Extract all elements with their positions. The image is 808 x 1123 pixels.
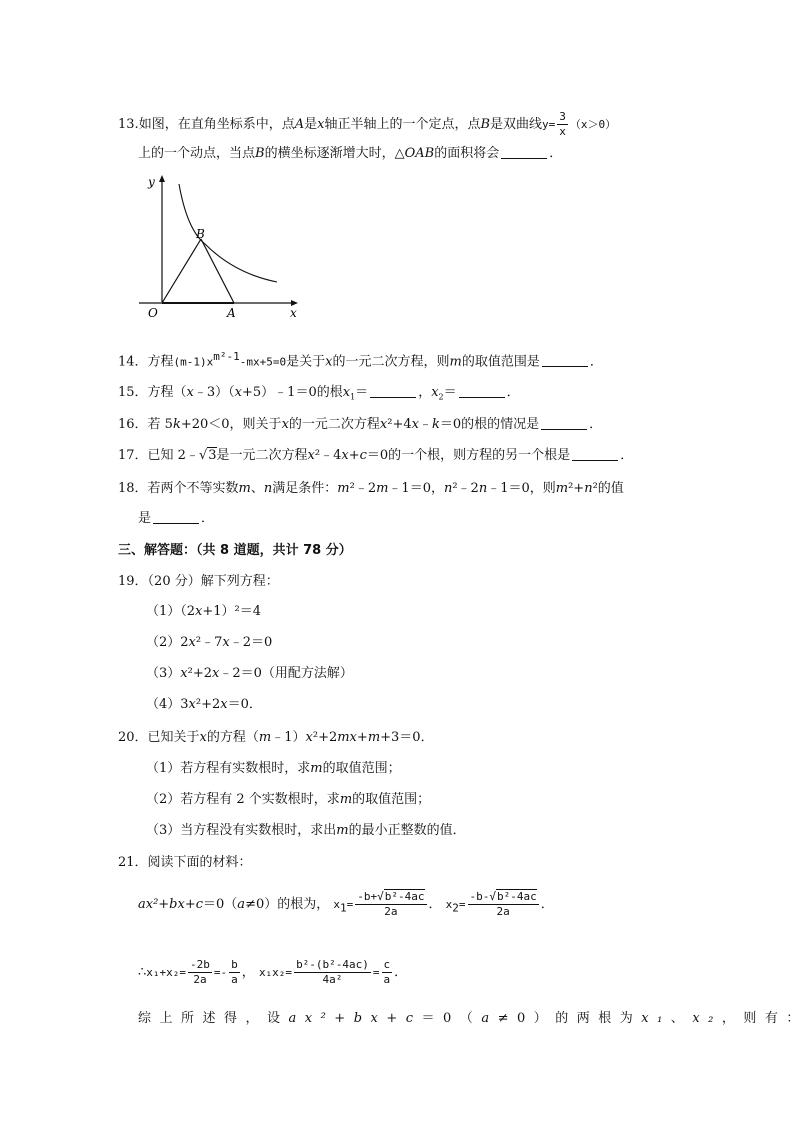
q20-part3 (146, 822, 466, 840)
q19-part3 (146, 665, 353, 683)
segment-ba (201, 239, 234, 303)
var-c: c (359, 448, 367, 463)
var-x: x (341, 448, 349, 463)
q13-text: 是 (304, 117, 318, 132)
prod-den: 4a² (322, 973, 343, 986)
q18-text: 是 (138, 511, 152, 526)
q13-text: 上的一个动点，当点 (138, 146, 256, 161)
var-x: x (379, 417, 388, 432)
period: ． (589, 354, 603, 370)
answer-blank-x2 (459, 385, 505, 398)
point-b: B (255, 146, 265, 161)
q18-text: ﹣1＝0， (388, 481, 444, 496)
q21-text: ≠0）的根为， (245, 897, 330, 912)
q16-number: 16．若 5 (118, 417, 173, 432)
frac-den: x (559, 125, 566, 138)
q14-number: 14．方程 (118, 354, 174, 370)
origin-label: O (148, 306, 158, 320)
q21-vieta-line (138, 958, 407, 987)
q19-text: ﹣2＝0 (229, 635, 273, 650)
q20-text: +3＝0． (380, 730, 434, 745)
q20-text: 的方程（ (206, 730, 259, 745)
separator: 、 (670, 1011, 693, 1026)
q15-text: ﹣3）（ (193, 385, 235, 400)
var-x: x (234, 385, 243, 400)
q17-text: ＝0的一个根，则方程的另一个根是 (366, 448, 571, 463)
answer-blank (572, 448, 618, 461)
sub-1: 1 (350, 392, 356, 402)
q21-summary (138, 1010, 808, 1028)
condition: （x＞0） (569, 118, 617, 131)
hyperbola-graph (135, 172, 305, 320)
q18-line2 (138, 510, 214, 528)
q20-text: 20．已知关于 (118, 730, 200, 745)
var-x: x (305, 730, 313, 745)
fraction-3-over-x (557, 110, 568, 139)
q17-text: 是一元二次方程 (216, 448, 308, 463)
q21-text: ＝0（ (203, 897, 238, 912)
sum-frac (188, 958, 212, 987)
var-m: m (310, 761, 323, 776)
prod-frac (294, 958, 371, 987)
q19-text: ＝0． (227, 697, 262, 712)
var-a: a (481, 1011, 498, 1026)
x-label: x (290, 306, 297, 320)
var-m: m (376, 481, 389, 496)
point-a: A (294, 117, 305, 132)
sum-num2: b (231, 958, 238, 971)
answer-blank (501, 146, 547, 159)
var-x: x (411, 417, 419, 432)
q13-text: 轴正半轴上的一个定点，点 (324, 117, 481, 132)
q21-text: ，则有： (721, 1011, 808, 1026)
q19-text: +1）²＝4 (202, 604, 262, 619)
q20-text: ²+2 (312, 730, 338, 745)
var-x: x (307, 448, 315, 463)
var-x2: x (431, 385, 439, 400)
x1-denominator: 2a (384, 905, 398, 918)
var-mx: mx (337, 730, 357, 745)
q14-text: 是关于 (286, 354, 326, 370)
period: ． (540, 897, 554, 912)
q13-line2 (138, 145, 562, 163)
var-m: m (238, 481, 251, 496)
q18-text: ²﹣2 (452, 481, 479, 496)
x2-numerator: -b-√b²-4ac (469, 890, 537, 903)
equals: = (458, 898, 466, 911)
q21-text: ≠0）的两根为 (497, 1011, 642, 1026)
q20-text: 的取值范围； (352, 792, 431, 807)
q13-text: 是双曲线 (490, 117, 543, 132)
discriminant: b²-4ac (497, 890, 537, 903)
period: ． (428, 897, 442, 912)
q13-line1 (118, 110, 616, 139)
equals: ＝ (443, 385, 457, 400)
var-x: x (188, 697, 196, 712)
x2-formula (468, 890, 539, 919)
q19-part4 (146, 696, 262, 714)
period: ． (394, 965, 408, 980)
segment-ob (162, 239, 201, 303)
x1-num-text: -b+ (357, 890, 378, 903)
sum-den2: a (231, 973, 238, 986)
q20-text: ﹣1） (271, 730, 306, 745)
q17-number: 17．已知 2﹣ (118, 448, 199, 463)
var-m: m (258, 730, 272, 745)
q14-expr: (m-1)x (173, 355, 214, 369)
q16-text: ＝0的根的情况是 (439, 417, 540, 432)
q18-number: 18．若两个不等实数 (118, 481, 239, 496)
x2-denominator: 2a (496, 905, 510, 918)
var-n: n (478, 481, 488, 496)
q18-text: ²的值 (592, 481, 624, 496)
q20-text: 的取值范围； (322, 761, 401, 776)
x1-formula (355, 890, 426, 919)
x2-label: x (445, 898, 453, 911)
period: ． (506, 385, 520, 400)
separator: 、 (250, 481, 264, 496)
q19-text: （1）（2 (146, 604, 196, 619)
q20-text: （1）若方程有实数根时，求 (146, 761, 311, 776)
y-label: y (148, 175, 155, 189)
equals: ＝ (355, 385, 369, 400)
y-equals: y= (542, 118, 556, 131)
var-x: x (220, 697, 228, 712)
q20-text: （3）当方程没有实数根时，求出 (146, 823, 337, 838)
var-m: m (555, 481, 569, 496)
q14-expr2: -mx+5=0 (239, 355, 287, 369)
q15-text: +5）﹣1＝0的根 (242, 385, 343, 400)
q18-line1 (118, 480, 624, 498)
sum-num: -2b (190, 958, 210, 971)
q15-number: 15．方程（ (118, 385, 187, 400)
q17 (118, 447, 633, 465)
q21-head: 21．阅读下面的材料： (118, 855, 252, 870)
q19-text: （4）3 (146, 697, 189, 712)
b-label: B (196, 227, 205, 241)
q16-text: +20＜0，则关于 (180, 417, 282, 432)
q19-text: ²+2 (195, 697, 221, 712)
period: ． (589, 417, 603, 432)
prod-num: b²-(b²-4ac) (296, 958, 369, 971)
var-a: a (237, 897, 246, 912)
frac-num: 3 (559, 110, 566, 123)
prod-den2: a (383, 973, 391, 986)
q19-text: ²﹣7 (195, 635, 223, 650)
q21-text: ＝0（ (421, 1011, 482, 1026)
section-3-title: 三、解答题：（共 8 道题，共计 78 分） (118, 543, 352, 558)
var-m: m (339, 792, 353, 807)
sqrt-sign: √ (198, 448, 208, 463)
prod-frac2 (382, 958, 393, 987)
equals: = (346, 898, 354, 911)
q19-text: ²+2 (187, 666, 212, 681)
var-x: x (325, 354, 333, 370)
q16-text: ﹣ (418, 417, 432, 432)
q20-part1 (146, 760, 401, 778)
var-x: x (199, 730, 207, 745)
var-n: n (443, 481, 453, 496)
q19-text: （3） (146, 666, 181, 681)
sqrt-3: 3 (208, 448, 217, 463)
q13-text: 的横坐标逐渐增大时，△ (264, 146, 405, 161)
q19-head: 19．（20 分）解下列方程： (118, 574, 279, 589)
var-x1: x (342, 385, 351, 400)
x1-numerator: -b+√b²-4ac (357, 890, 425, 903)
q20-text: 的最小正整数的值． (348, 823, 466, 838)
var-x1: x₁ (641, 1011, 671, 1026)
sub-2: 2 (438, 392, 444, 402)
var-n: n (584, 481, 593, 496)
var-x: x (180, 666, 188, 681)
hyperbola-curve (179, 184, 277, 282)
q18-text: ²﹣2 (349, 481, 377, 496)
var-x: x (188, 635, 196, 650)
answer-blank-x1 (370, 385, 416, 398)
sum-eq: =- (213, 966, 228, 979)
x2-num-text: -b- (469, 890, 490, 903)
prod-lhs: x₁x₂= (258, 966, 293, 979)
q13-number: 13. (118, 117, 139, 132)
var-n: n (263, 481, 273, 496)
var-m: m (336, 823, 349, 838)
q19-part1 (146, 603, 261, 621)
sum-den: 2a (193, 973, 207, 986)
quadratic-lhs: ax²+bx+c (288, 1011, 422, 1026)
period: ． (549, 146, 563, 161)
sum-lhs: x₁+x₂= (146, 966, 187, 979)
period: ． (620, 448, 634, 463)
q21-text: 综上所述得，设 (138, 1011, 289, 1026)
q20-text: （2）若方程有 2 个实数根时，求 (146, 792, 340, 807)
q14 (118, 348, 603, 371)
var-x: x (281, 417, 289, 432)
a-label: A (227, 306, 236, 320)
var-k: k (432, 417, 440, 432)
x1-sub: 1 (340, 901, 347, 915)
var-x: x (317, 117, 325, 132)
var-x: x (186, 385, 194, 400)
sum-frac2 (229, 958, 240, 987)
quadratic-lhs: ax²+bx+c (138, 897, 204, 912)
q18-text: ﹣1＝0，则 (487, 481, 556, 496)
comma: ， (418, 385, 432, 400)
var-m: m (367, 730, 381, 745)
q17-text: ²﹣4 (314, 448, 342, 463)
q15 (118, 384, 520, 407)
answer-blank (153, 511, 199, 524)
q16-text: ²+4 (387, 417, 412, 432)
q20-text: + (356, 730, 368, 745)
x2-sub: 2 (452, 901, 459, 915)
prod-num2: c (383, 958, 391, 971)
q20-part2 (146, 791, 430, 809)
y-axis-arrow (159, 175, 165, 182)
q19-text: （2）2 (146, 635, 189, 650)
q16-text: 的一元二次方程 (288, 417, 380, 432)
triangle-oab: OAB (404, 146, 435, 161)
var-m: m (449, 354, 462, 370)
discriminant: b²-4ac (384, 890, 425, 903)
answer-blank (542, 354, 588, 367)
q19-part2 (146, 634, 272, 652)
q14-text: 的一元二次方程，则 (332, 354, 450, 370)
q14-text: 的取值范围是 (461, 354, 540, 370)
q21-roots-line (138, 890, 554, 919)
var-x: x (195, 604, 203, 619)
answer-blank (541, 417, 587, 430)
q18-text: ²+ (568, 481, 585, 496)
q19-text: ﹣2＝0（用配方法解） (219, 666, 353, 681)
q14-exponent: m²-1 (213, 350, 240, 363)
period: ． (201, 511, 215, 526)
therefore-sign: ∴ (138, 965, 147, 980)
prod-eq: = (372, 966, 380, 979)
var-k: k (172, 417, 181, 432)
point-b: B (480, 117, 491, 132)
q20-head (118, 729, 434, 747)
var-m: m (337, 481, 350, 496)
q17-text: + (348, 448, 360, 463)
var-x: x (222, 635, 230, 650)
q16 (118, 416, 602, 434)
q18-text: 满足条件： (272, 481, 338, 496)
comma: ， (241, 965, 255, 980)
q13-text: 的面积将会 (434, 146, 500, 161)
var-x: x (212, 666, 220, 681)
q13-text: 如图，在直角坐标系中，点 (138, 117, 295, 132)
var-x2: x₂ (692, 1011, 722, 1026)
x1-label: x (333, 898, 340, 911)
